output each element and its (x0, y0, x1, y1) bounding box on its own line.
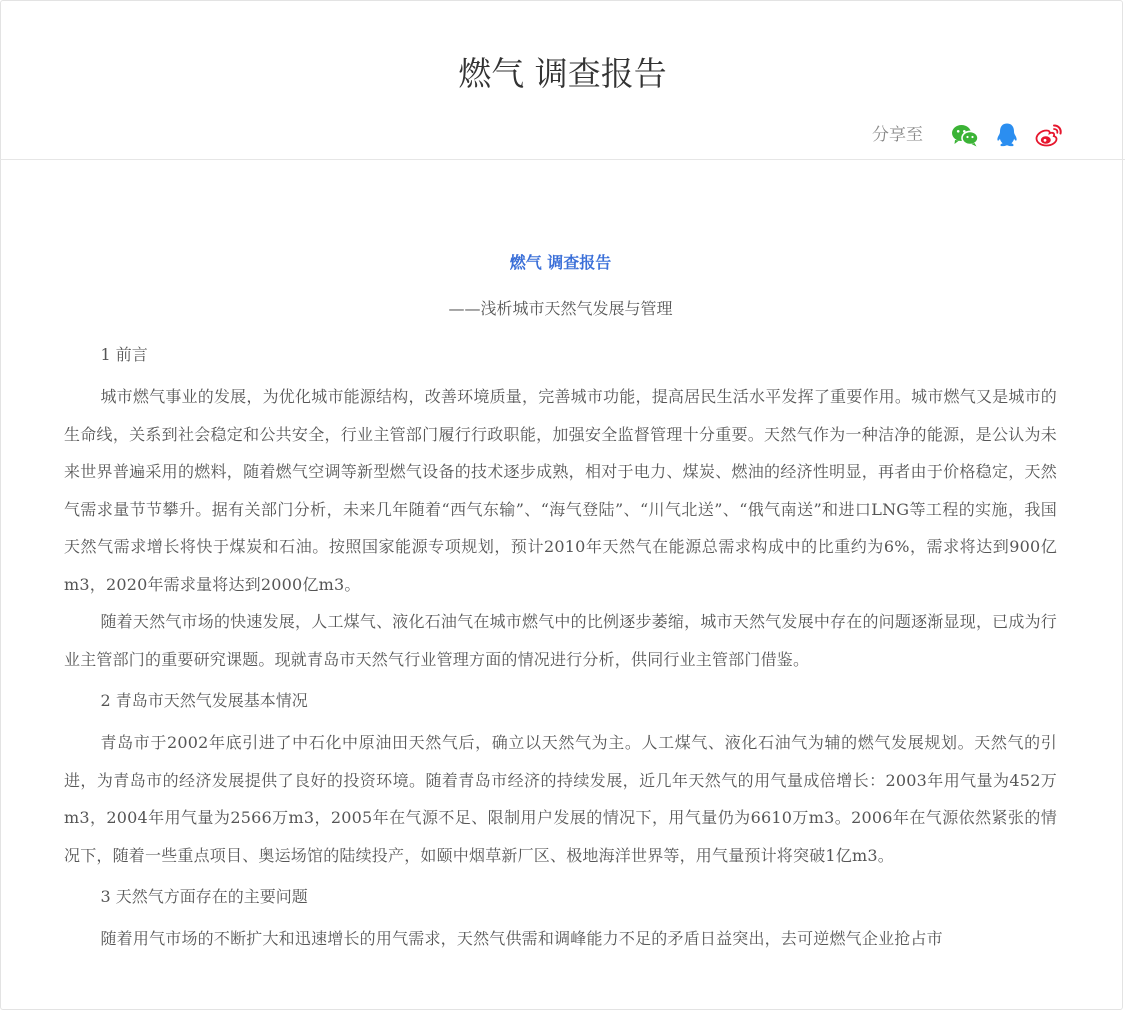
share-bar (872, 120, 1063, 150)
paragraph: 随着用气市场的不断扩大和迅速增长的用气需求，天然气供需和调峰能力不足的矛盾日益突出，去可逆燃气企业抢占市 (100, 929, 943, 948)
qq-icon[interactable] (993, 122, 1021, 148)
paragraph: 随着天然气市场的快速发展，人工煤气、液化石油气在城市燃气中的比例逐步萎缩，城市天然气发展中存在的问题逐渐显现，已成为行业主管部门的重要研究课题。现就青岛市天然气行业管理方面的情况进行分析，供同行业主管部门借鉴。 (64, 612, 1057, 669)
paragraph: 青岛市于2002年底引进了中石化中原油田天然气后，确立以天然气为主。人工煤气、液化石油气为辅的燃气发展规划。天然气的引进，为青岛市的经济发展提供了良好的投资环境。随着青岛市经济的持续发展，近几年天然气的用气量成倍增长：2003年用气量为452万m3，2004年用气量为2566万m3，2005年在气源不足、限制用户发展的情况下，用气量仍为6610万m3。2006年在气源依然紧张的情况下，随着一些重点项目、奥运场馆的陆续投产，如颐中烟草新厂区、极地海洋世界等，用气量预计将突破1亿m3。 (64, 733, 1057, 865)
share-label: 分享至 (872, 125, 923, 145)
section-heading: 1 前言 (100, 345, 148, 364)
wechat-icon[interactable] (951, 122, 979, 148)
section-heading: 2 青岛市天然气发展基本情况 (100, 691, 308, 710)
article-body (64, 240, 1057, 958)
article-subtitle: ——浅析城市天然气发展与管理 (448, 299, 673, 318)
paragraph: 城市燃气事业的发展，为优化城市能源结构，改善环境质量，完善城市功能，提高居民生活水平发挥了重要作用。城市燃气又是城市的生命线，关系到社会稳定和公共安全，行业主管部门履行行政职能，加强安全监督管理十分重要。天然气作为一种洁净的能源，是公认为未来世界普遍采用的燃料，随着燃气空调等新型燃气设备的技术逐步成熟，相对于电力、煤炭、燃油的经济性明显，再者由于价格稳定，天然气需求量节节攀升。据有关部门分析，未来几年随着“西气东输”、“海气登陆”、“川气北送”、“俄气南送”和进口LNG等工程的实施，我国天然气需求增长将快于煤炭和石油。按照国家能源专项规划，预计2010年天然气在能源总需求构成中的比重约为6%，需求将达到900亿m3，2020年需求量将达到2000亿m3。 (64, 387, 1057, 594)
page-title: 燃气 调查报告 (458, 54, 667, 93)
weibo-icon[interactable] (1035, 122, 1063, 148)
article-title: 燃气 调查报告 (509, 253, 612, 272)
section-heading: 3 天然气方面存在的主要问题 (100, 887, 308, 906)
page-header (0, 0, 1125, 160)
